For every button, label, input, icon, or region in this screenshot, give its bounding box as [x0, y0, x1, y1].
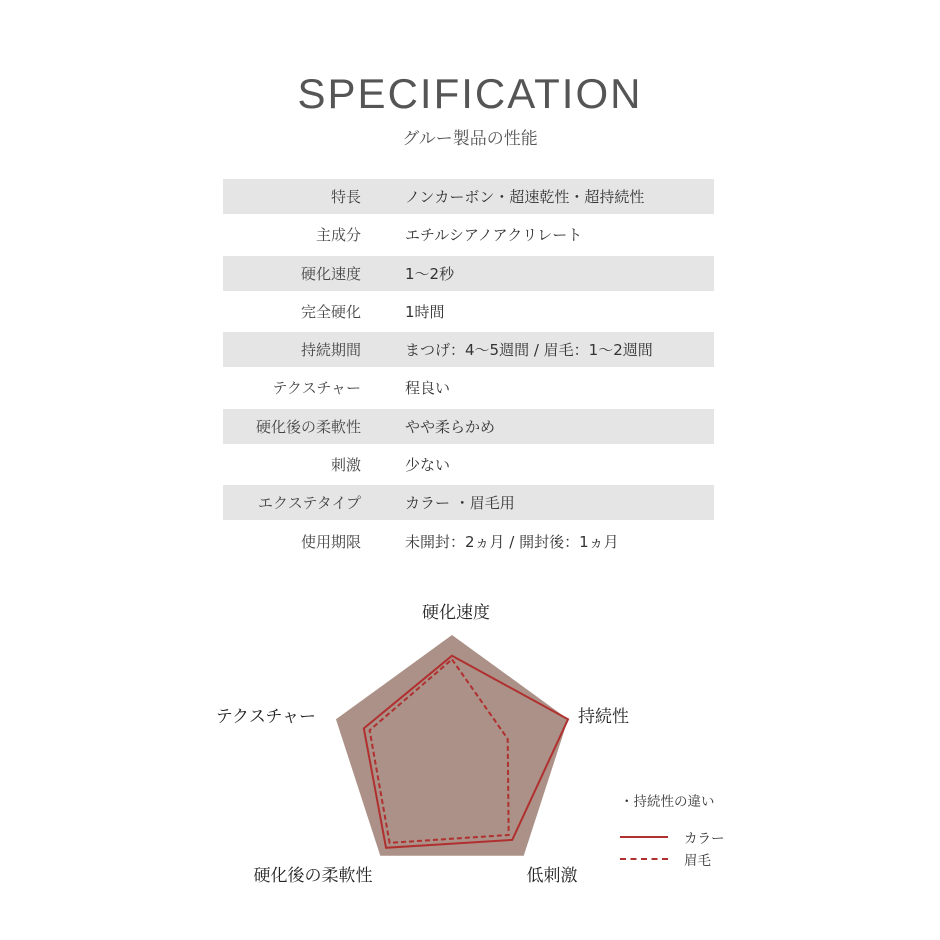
spec-label: 硬化後の柔軟性: [255, 417, 361, 436]
spec-label: 完全硬化: [300, 302, 361, 321]
spec-value: 未開封：2ヵ月 / 開封後：1ヵ月: [405, 532, 619, 551]
spec-value: 1時間: [405, 302, 445, 321]
chart-legend: [620, 790, 725, 870]
axis-label: 低刺激: [526, 866, 578, 886]
spec-value: まつげ：4〜5週間 / 眉毛：1〜2週間: [405, 341, 653, 360]
legend-solid-line: [620, 836, 668, 838]
spec-label: 主成分: [315, 226, 361, 245]
axis-label: 硬化速度: [422, 603, 490, 623]
spec-value: エチルシアノアクリレート: [405, 226, 583, 245]
legend-item-color: [620, 826, 725, 848]
legend-title: ・持続性の違い: [620, 794, 715, 810]
spec-value: やや柔らかめ: [405, 417, 496, 436]
legend-item-brow: [620, 848, 725, 870]
spec-label: 硬化速度: [300, 264, 361, 283]
axis-label: テクスチャー: [215, 707, 316, 727]
page-subtitle: グルー製品の性能: [402, 129, 538, 149]
legend-label: 眉毛: [684, 853, 711, 869]
spec-value: 1〜2秒: [405, 264, 455, 283]
axis-label: 硬化後の柔軟性: [253, 866, 373, 886]
spec-label: 持続期間: [300, 341, 361, 360]
spec-label: 使用期限: [300, 532, 361, 551]
spec-label: テクスチャー: [272, 379, 361, 398]
legend-label: カラー: [684, 831, 725, 847]
spec-label: 特長: [330, 188, 361, 206]
spec-label: 刺激: [330, 456, 361, 475]
spec-value: ノンカーボン・超速乾性・超持続性: [405, 188, 645, 206]
radar-background: [336, 635, 568, 856]
legend-dashed-line: [620, 858, 668, 860]
spec-value: カラー ・眉毛用: [405, 494, 515, 513]
spec-value: 少ない: [405, 456, 451, 475]
spec-value: 程良い: [405, 379, 451, 398]
axis-label: 持続性: [578, 707, 629, 727]
spec-label: エクステタイプ: [257, 494, 361, 513]
page-title: SPECIFICATION: [297, 70, 643, 117]
